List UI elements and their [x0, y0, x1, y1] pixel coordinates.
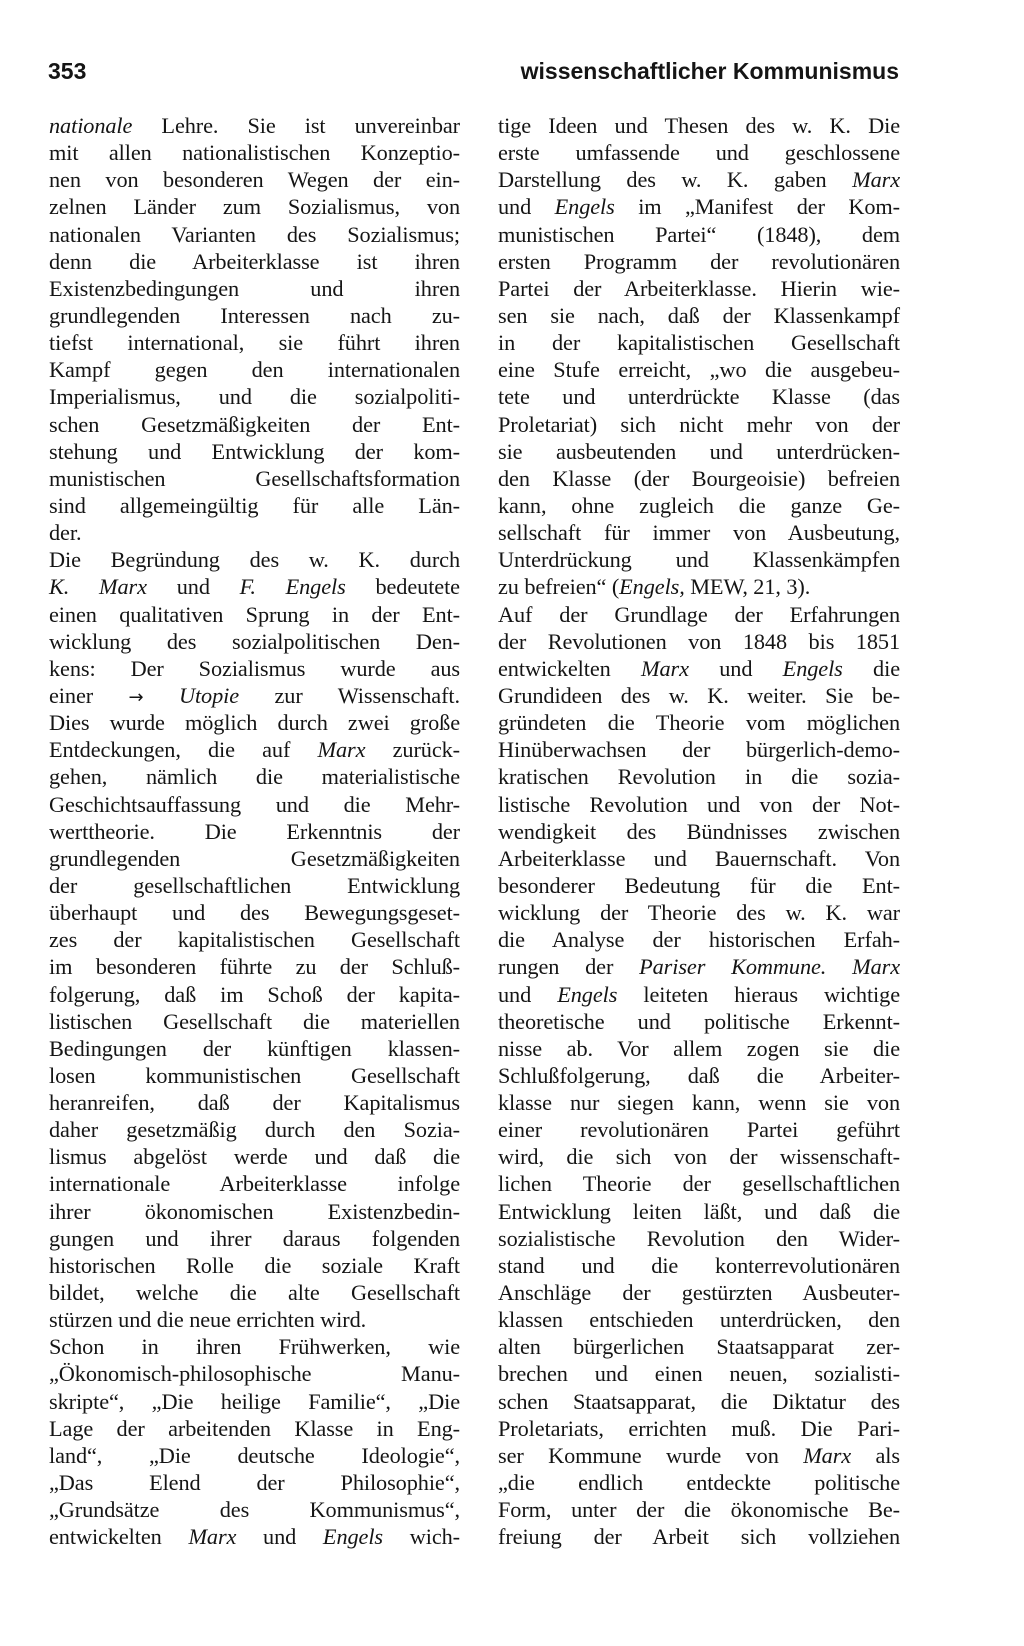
text-line	[49, 872, 460, 899]
text-line	[498, 1360, 900, 1387]
italic-text: K. Marx	[49, 574, 147, 600]
italic-text: Marx	[641, 655, 689, 681]
text-line	[498, 818, 900, 845]
text-segment: skripte“, „Die heilige Familie“, „Die	[49, 1388, 460, 1414]
text-line	[49, 546, 460, 573]
text-segment: sen sie nach, daß der Klassenkampf	[498, 302, 900, 328]
text-segment: Geschichtsauffassung und die Mehr-	[49, 791, 460, 817]
text-line	[498, 1062, 900, 1089]
text-line	[498, 953, 900, 980]
text-line	[49, 1333, 460, 1360]
text-segment: kann, ohne zugleich die ganze Ge-	[498, 492, 900, 518]
text-segment: Form, unter der die ökonomische Be-	[498, 1497, 900, 1523]
text-segment: gungen und ihrer daraus folgenden	[49, 1225, 460, 1251]
text-line	[49, 492, 460, 519]
text-line	[49, 1116, 460, 1143]
text-line	[498, 546, 900, 573]
text-line	[498, 1143, 900, 1170]
text-segment: nen von besonderen Wegen der ein-	[49, 167, 460, 193]
text-line	[498, 1035, 900, 1062]
text-line	[49, 221, 460, 248]
page-number: 353	[48, 58, 87, 84]
text-segment: kratischen Revolution in die sozia-	[498, 764, 900, 790]
text-line	[49, 1523, 460, 1550]
text-segment: stürzen und die neue errichten wird.	[49, 1307, 367, 1333]
text-line	[49, 1388, 460, 1415]
text-line	[49, 139, 460, 166]
text-line	[49, 275, 460, 302]
text-line	[498, 981, 900, 1008]
text-segment: wird, die sich von der wissenschaft-	[498, 1144, 900, 1170]
text-segment: schen Gesetzmäßigkeiten der Ent-	[49, 411, 460, 437]
text-line	[498, 845, 900, 872]
italic-text: nationale	[49, 113, 133, 138]
text-line	[498, 1116, 900, 1143]
text-segment: grundlegenden Interessen nach zu-	[49, 302, 460, 328]
text-line	[498, 1469, 900, 1496]
text-segment: tete und unterdrückte Klasse (das	[498, 384, 900, 410]
text-segment: Lage der arbeitenden Klasse in Eng-	[49, 1415, 460, 1441]
text-segment: Dies wurde möglich durch zwei große	[49, 710, 460, 736]
text-segment: Existenzbedingungen und ihren	[49, 275, 460, 301]
text-segment: Bedingungen der künftigen klassen-	[49, 1035, 460, 1061]
text-segment: alten bürgerlichen Staatsapparat zer-	[498, 1334, 900, 1360]
text-segment: einer	[49, 682, 129, 708]
text-line	[498, 1523, 900, 1550]
text-line	[49, 953, 460, 980]
text-segment: schen Staatsapparat, die Diktatur des	[498, 1388, 900, 1414]
text-segment: „Grundsätze des Kommunismus“,	[49, 1497, 460, 1523]
text-segment: einer revolutionären Partei geführt	[498, 1117, 900, 1143]
text-segment: Anschläge der gestürzten Ausbeuter-	[498, 1280, 900, 1306]
text-segment: listische Revolution und von der Not-	[498, 791, 900, 817]
text-segment: Schlußfolgerung, daß die Arbeiter-	[498, 1062, 900, 1088]
text-segment: sellschaft für immer von Ausbeutung,	[498, 520, 900, 546]
text-segment: und	[688, 655, 783, 681]
text-segment: der gesellschaftlichen Entwicklung	[49, 872, 460, 898]
text-segment: den Klasse (der Bourgeoisie) befreien	[498, 465, 900, 491]
text-line	[498, 275, 900, 302]
text-line	[49, 818, 460, 845]
text-line	[498, 302, 900, 329]
text-segment: Grundideen des w. K. weiter. Sie be-	[498, 682, 900, 708]
text-line	[498, 1225, 900, 1252]
text-line	[49, 1198, 460, 1225]
text-segment	[144, 683, 179, 708]
text-segment: Lehre. Sie ist unvereinbar	[132, 113, 460, 138]
text-line	[498, 1333, 900, 1360]
text-line	[49, 1360, 460, 1387]
text-line	[49, 1225, 460, 1252]
italic-text: Marx	[852, 954, 900, 980]
text-segment: der Revolutionen von 1848 bis 1851	[498, 628, 900, 654]
text-line	[498, 709, 900, 736]
text-line	[49, 383, 460, 410]
text-segment: nationalen Varianten des Sozialismus;	[49, 221, 460, 247]
text-segment: stand und die konterrevolutionären	[498, 1252, 900, 1278]
text-segment: und	[498, 194, 555, 220]
text-segment: kens: Der Sozialismus wurde aus	[49, 655, 460, 681]
text-line	[49, 628, 460, 655]
text-line	[49, 1279, 460, 1306]
text-line	[498, 573, 900, 600]
running-head: wissenschaftlicher Kommunismus	[520, 58, 899, 84]
text-line	[498, 1089, 900, 1116]
text-segment: internationale Arbeiterklasse infolge	[49, 1171, 460, 1197]
italic-text: Engels	[557, 981, 618, 1007]
text-line	[49, 736, 460, 763]
text-line	[49, 329, 460, 356]
text-segment: rungen der	[498, 954, 640, 980]
text-segment: entwickelten	[49, 1524, 189, 1550]
text-segment: im „Manifest der Kom-	[614, 194, 900, 220]
text-segment: denn die Arbeiterklasse ist ihren	[49, 248, 460, 274]
text-line	[49, 166, 460, 193]
text-segment: zu befreien“ (	[498, 574, 620, 600]
italic-text: Pariser Kommune.	[639, 954, 827, 980]
text-line	[498, 1170, 900, 1197]
text-segment: grundlegenden Gesetzmäßigkeiten	[49, 845, 460, 871]
text-line	[49, 709, 460, 736]
text-segment: Partei der Arbeiterklasse. Hierin wie-	[498, 275, 900, 301]
text-line	[49, 1035, 460, 1062]
text-segment: bildet, welche die alte Gesellschaft	[49, 1280, 460, 1306]
text-segment: losen kommunistischen Gesellschaft	[49, 1062, 460, 1088]
text-segment: heranreifen, daß der Kapitalismus	[49, 1090, 460, 1116]
text-line	[498, 655, 900, 682]
italic-text: Engels,	[619, 574, 685, 600]
text-segment: im besonderen führte zu der Schluß-	[49, 954, 460, 980]
italic-text: Utopie	[178, 682, 240, 708]
text-segment: klasse nur siegen kann, wenn sie von	[498, 1090, 900, 1116]
text-segment: daher gesetzmäßig durch den Sozia-	[49, 1117, 460, 1143]
text-segment: munistischen Gesellschaftsformation	[49, 465, 460, 491]
text-segment: wendigkeit des Bündnisses zwischen	[498, 818, 900, 844]
text-segment: „Ökonomisch-philosophische Manu-	[49, 1361, 460, 1387]
text-line	[498, 601, 900, 628]
text-line	[49, 845, 460, 872]
text-line	[49, 1496, 460, 1523]
text-segment: wicklung des sozialpolitischen Den-	[49, 628, 460, 654]
text-line	[49, 248, 460, 275]
text-segment: als	[851, 1442, 900, 1468]
italic-text: Engels	[322, 1524, 384, 1550]
text-segment: MEW, 21, 3).	[684, 574, 811, 600]
text-line	[498, 899, 900, 926]
text-segment: freiung der Arbeit sich vollziehen	[498, 1524, 900, 1550]
text-segment: erste umfassende und geschlossene	[498, 140, 900, 166]
text-line	[498, 872, 900, 899]
text-segment: einen qualitativen Sprung in der Ent-	[49, 601, 460, 627]
text-line	[49, 465, 460, 492]
text-line	[498, 1252, 900, 1279]
text-line	[49, 1306, 460, 1333]
text-line	[498, 383, 900, 410]
text-line	[498, 1388, 900, 1415]
text-segment: Schon in ihren Frühwerken, wie	[49, 1334, 460, 1360]
text-line	[49, 655, 460, 682]
text-line	[49, 1252, 460, 1279]
text-column-right	[498, 112, 900, 1550]
text-segment: theoretische und politische Erkennt-	[498, 1008, 900, 1034]
text-segment: „Das Elend der Philosophie“,	[49, 1470, 460, 1496]
text-line	[49, 302, 460, 329]
text-segment: sind allgemeingültig für alle Län-	[49, 492, 460, 518]
text-line	[49, 1008, 460, 1035]
text-segment: sozialistische Revolution den Wider-	[498, 1225, 900, 1251]
text-line	[498, 1496, 900, 1523]
text-line	[49, 1089, 460, 1116]
text-line	[49, 1062, 460, 1089]
text-segment: Die Begründung des w. K. durch	[49, 547, 460, 573]
text-line	[498, 791, 900, 818]
text-line	[498, 221, 900, 248]
text-segment: zurück-	[365, 737, 460, 763]
text-segment: entwickelten	[498, 655, 642, 681]
text-line	[49, 981, 460, 1008]
text-line	[49, 112, 460, 139]
italic-text: Engels	[782, 655, 843, 681]
text-line	[498, 356, 900, 383]
text-segment: brechen und einen neuen, sozialisti-	[498, 1361, 900, 1387]
text-line	[49, 1469, 460, 1496]
text-line	[49, 791, 460, 818]
text-line	[498, 166, 900, 193]
italic-text: Engels	[554, 194, 615, 220]
text-segment: Imperialismus, und die sozialpoliti-	[49, 384, 460, 410]
text-line	[49, 356, 460, 383]
text-segment: mit allen nationalistischen Konzeptio-	[49, 140, 460, 166]
text-line	[498, 926, 900, 953]
text-segment: stehung und Entwicklung der kom-	[49, 438, 460, 464]
text-line	[49, 601, 460, 628]
text-line	[498, 519, 900, 546]
text-segment: Entdeckungen, die auf	[49, 737, 318, 763]
text-segment: eine Stufe erreicht, „wo die ausgebeu-	[498, 357, 900, 383]
text-segment: sie ausbeutenden und unterdrücken-	[498, 438, 900, 464]
text-segment: klassen entschieden unterdrücken, den	[498, 1307, 900, 1333]
text-line	[49, 926, 460, 953]
text-line	[498, 1198, 900, 1225]
text-segment: gründeten die Theorie vom möglichen	[498, 710, 900, 736]
text-segment: Proletariats, errichten muß. Die Pari-	[498, 1415, 900, 1441]
text-line	[498, 139, 900, 166]
text-segment: wich-	[383, 1524, 460, 1550]
text-segment: Unterdrückung und Klassenkämpfen	[498, 547, 900, 573]
italic-text: Marx	[317, 737, 366, 763]
text-segment: der.	[49, 520, 82, 546]
text-segment: Entwicklung leiten läßt, und daß die	[498, 1198, 900, 1224]
text-line	[49, 519, 460, 546]
text-segment: ihrer ökonomischen Existenzbedin-	[49, 1198, 460, 1224]
italic-text: Marx	[803, 1442, 852, 1468]
text-segment: gehen, nämlich die materialistische	[49, 764, 460, 790]
text-segment: zes der kapitalistischen Gesellschaft	[49, 927, 460, 953]
text-line	[498, 1008, 900, 1035]
text-segment: in der kapitalistischen Gesellschaft	[498, 330, 900, 356]
text-line	[498, 438, 900, 465]
text-segment: die	[842, 655, 900, 681]
text-segment: historischen Rolle die soziale Kraft	[49, 1252, 460, 1278]
text-line	[49, 411, 460, 438]
text-segment: Kampf gegen den internationalen	[49, 357, 460, 383]
text-segment: Auf der Grundlage der Erfahrungen	[498, 601, 900, 627]
text-segment: werttheorie. Die Erkenntnis der	[49, 818, 460, 844]
text-segment: land“, „Die deutsche Ideologie“,	[49, 1442, 460, 1468]
text-segment	[826, 954, 852, 979]
text-line	[498, 193, 900, 220]
text-segment: lismus abgelöst werde und daß die	[49, 1144, 460, 1170]
text-segment: bedeutete	[345, 574, 460, 600]
text-segment: „die endlich entdeckte politische	[498, 1470, 900, 1496]
arrow-icon: →	[128, 686, 144, 708]
text-line	[49, 193, 460, 220]
text-segment: und	[498, 981, 558, 1007]
text-line	[498, 248, 900, 275]
text-line	[498, 763, 900, 790]
text-segment: leiteten hieraus wichtige	[617, 981, 900, 1007]
text-segment: listischen Gesellschaft die materiellen	[49, 1008, 460, 1034]
text-line	[498, 329, 900, 356]
text-line	[498, 628, 900, 655]
text-line	[49, 1415, 460, 1442]
text-line	[49, 763, 460, 790]
text-segment: und	[146, 574, 240, 600]
text-segment: Arbeiterklasse und Bauernschaft. Von	[498, 845, 900, 871]
text-segment: überhaupt und des Bewegungsgeset-	[49, 900, 460, 926]
text-segment: tiefst international, sie führt ihren	[49, 330, 460, 356]
text-line	[498, 112, 900, 139]
text-line	[498, 1306, 900, 1333]
text-segment: besonderer Bedeutung für die Ent-	[498, 872, 900, 898]
text-segment: munistischen Partei“ (1848), dem	[498, 221, 900, 247]
text-line	[498, 682, 900, 709]
italic-text: F. Engels	[239, 574, 346, 600]
text-segment: ersten Programm der revolutionären	[498, 248, 900, 274]
text-line	[498, 736, 900, 763]
text-segment: zelnen Länder zum Sozialismus, von	[49, 194, 460, 220]
text-segment: wicklung der Theorie des w. K. war	[498, 900, 900, 926]
text-column-left	[49, 112, 460, 1550]
text-segment: lichen Theorie der gesellschaftlichen	[498, 1171, 900, 1197]
text-segment: folgerung, daß im Schoß der kapita-	[49, 981, 460, 1007]
text-line	[498, 1415, 900, 1442]
text-segment: nisse ab. Vor allem zogen sie die	[498, 1035, 900, 1061]
text-line	[498, 411, 900, 438]
text-line	[498, 1442, 900, 1469]
text-line	[49, 1170, 460, 1197]
text-segment: tige Ideen und Thesen des w. K. Die	[498, 113, 900, 138]
text-segment: Darstellung des w. K. gaben	[498, 167, 853, 193]
italic-text: Marx	[852, 167, 900, 193]
italic-text: Marx	[188, 1524, 237, 1550]
text-segment: ser Kommune wurde von	[498, 1442, 804, 1468]
text-line	[49, 573, 460, 600]
text-segment: zur Wissenschaft.	[239, 682, 460, 708]
text-line	[49, 682, 460, 709]
text-line	[498, 1279, 900, 1306]
text-segment: und	[236, 1524, 323, 1550]
text-line	[49, 1442, 460, 1469]
text-line	[49, 438, 460, 465]
text-segment: die Analyse der historischen Erfah-	[498, 927, 900, 953]
text-segment: Proletariat) sich nicht mehr von der	[498, 411, 900, 437]
text-line	[49, 899, 460, 926]
text-line	[498, 492, 900, 519]
text-line	[498, 465, 900, 492]
text-line	[49, 1143, 460, 1170]
text-segment: Hinüberwachsen der bürgerlich-demo-	[498, 737, 900, 763]
